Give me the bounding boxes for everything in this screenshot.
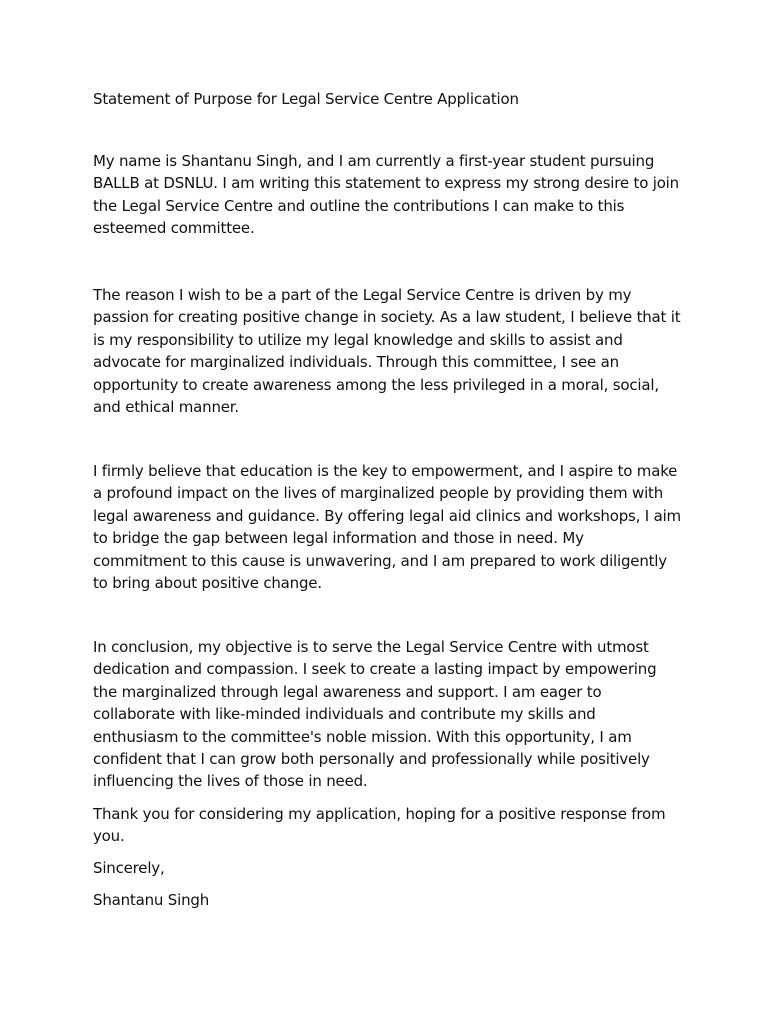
closing-salutation [93, 857, 693, 879]
paragraph-line: passion for creating positive change in society. As a law student, I believe that it [93, 308, 681, 327]
paragraph-line: enthusiasm to the committee's noble mission. With this opportunity, I am [93, 727, 632, 746]
title-line: Statement of Purpose for Legal Service Centre Application [93, 90, 519, 108]
paragraph-line: a profound impact on the lives of marginalized people by providing them with [93, 484, 664, 503]
paragraph-line: advocate for marginalized individuals. Through this committee, I see an [93, 353, 619, 372]
paragraph-line: to bring about positive change. [93, 573, 322, 592]
paragraph-line: you. [93, 827, 125, 846]
paragraph-line: is my responsibility to utilize my legal knowledge and skills to assist and [93, 330, 623, 349]
paragraph-line: My name is Shantanu Singh, and I am currently a first-year student pursuing [93, 152, 655, 170]
paragraph-introduction [93, 150, 693, 240]
paragraph-line: esteemed committee. [93, 219, 255, 238]
signature-line: Shantanu Singh [93, 891, 210, 909]
signature-name [93, 889, 693, 911]
paragraph-thanks [93, 803, 693, 848]
paragraph-line: The reason I wish to be a part of the Legal Service Centre is driven by my [93, 286, 632, 304]
document-title [93, 88, 693, 110]
paragraph-line: and ethical manner. [93, 397, 239, 416]
paragraph-line: the Legal Service Centre and outline the contributions I can make to this [93, 196, 625, 215]
paragraph-line: Thank you for considering my application, hoping for a positive response from [93, 805, 666, 823]
paragraph-conclusion [93, 636, 693, 793]
paragraph-line: confident that I can grow both personally and professionally while positively [93, 749, 650, 768]
paragraph-line: commitment to this cause is unwavering, and I am prepared to work diligently [93, 551, 667, 570]
paragraph-line: dedication and compassion. I seek to create a lasting impact by empowering [93, 660, 657, 679]
paragraph-line: the marginalized through legal awareness and support. I am eager to [93, 682, 602, 701]
paragraph-line: collaborate with like-minded individuals and contribute my skills and [93, 705, 596, 724]
paragraph-line: to bridge the gap between legal information and those in need. My [93, 529, 584, 548]
paragraph-line: opportunity to create awareness among the less privileged in a moral, social, [93, 375, 659, 394]
paragraph-line: legal awareness and guidance. By offering legal aid clinics and workshops, I aim [93, 506, 681, 525]
paragraph-motivation [93, 284, 693, 418]
paragraph-line: influencing the lives of those in need. [93, 772, 368, 791]
paragraph-line: BALLB at DSNLU. I am writing this statement to express my strong desire to join [93, 174, 679, 193]
paragraph-line: I firmly believe that education is the key to empowerment, and I aspire to make [93, 462, 678, 480]
closing-line: Sincerely, [93, 859, 165, 877]
paragraph-line: In conclusion, my objective is to serve the Legal Service Centre with utmost [93, 638, 649, 656]
paragraph-education [93, 460, 693, 594]
